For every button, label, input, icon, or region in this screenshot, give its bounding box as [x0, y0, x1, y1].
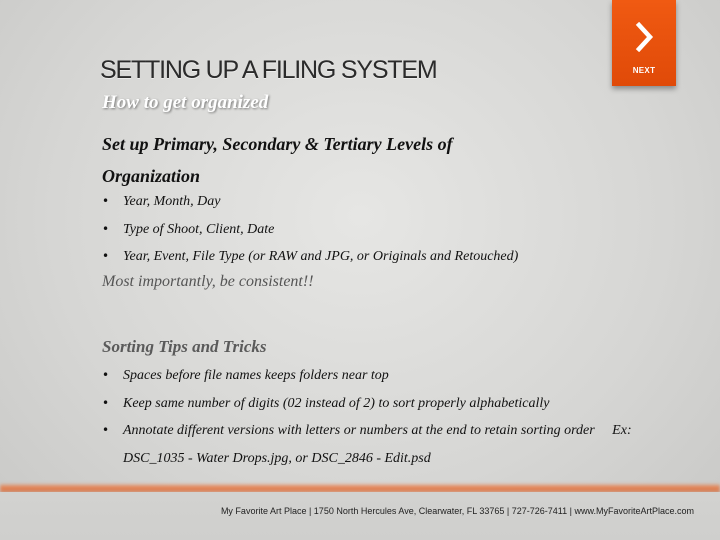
bullet-icon: • — [102, 221, 110, 236]
section-heading-line2: Organization — [102, 166, 201, 186]
list-item — [102, 362, 642, 390]
bullet-icon: • — [102, 368, 110, 382]
list-item-text: Spaces before file names keeps folders near top — [123, 368, 389, 383]
bullet-icon: • — [102, 249, 110, 263]
list-item — [102, 243, 642, 271]
next-button[interactable] — [612, 0, 676, 86]
levels-list — [102, 188, 642, 271]
footer-contact-text: My Favorite Art Place | 1750 North Hercules Ave, Clearwater, FL 33765 | 727-726-7411 | www.MyFavoriteArtPlace.com — [220, 506, 694, 516]
bullet-icon: • — [102, 194, 110, 208]
sorting-tips-list — [102, 362, 642, 472]
section-heading-line1: Set up Primary, Secondary & Tertiary Levels of — [102, 134, 453, 154]
list-item-text: Type of Shoot, Client, Date — [123, 221, 275, 237]
list-item — [102, 216, 642, 244]
section-heading-levels — [102, 128, 572, 192]
list-item-text: Year, Event, File Type (or RAW and JPG, or Originals and Retouched) — [123, 249, 519, 264]
list-item-text: Year, Month, Day — [123, 194, 221, 209]
list-item — [102, 417, 642, 472]
list-item — [102, 390, 642, 418]
list-item — [102, 188, 642, 216]
footer — [0, 492, 720, 540]
emphasis-text: Most importantly, be consistent!! — [102, 273, 314, 290]
bullet-icon: • — [102, 395, 110, 410]
bullet-icon: • — [102, 423, 110, 437]
next-label: NEXT — [632, 66, 656, 75]
section-heading-sorting: Sorting Tips and Tricks — [102, 337, 267, 356]
list-item-text: Keep same number of digits (02 instead of 2) to sort properly alphabetically — [123, 395, 550, 411]
page-title: SETTING UP A FILING SYSTEM — [100, 56, 437, 84]
list-item-text: Annotate different versions with letters or numbers at the end to retain sorting order Ex: DSC_1035 - Water Drops.jpg, or DSC_2846 - Edit.psd — [123, 423, 636, 466]
chevron-right-icon — [635, 22, 655, 52]
page-subtitle: How to get organized — [102, 92, 269, 113]
